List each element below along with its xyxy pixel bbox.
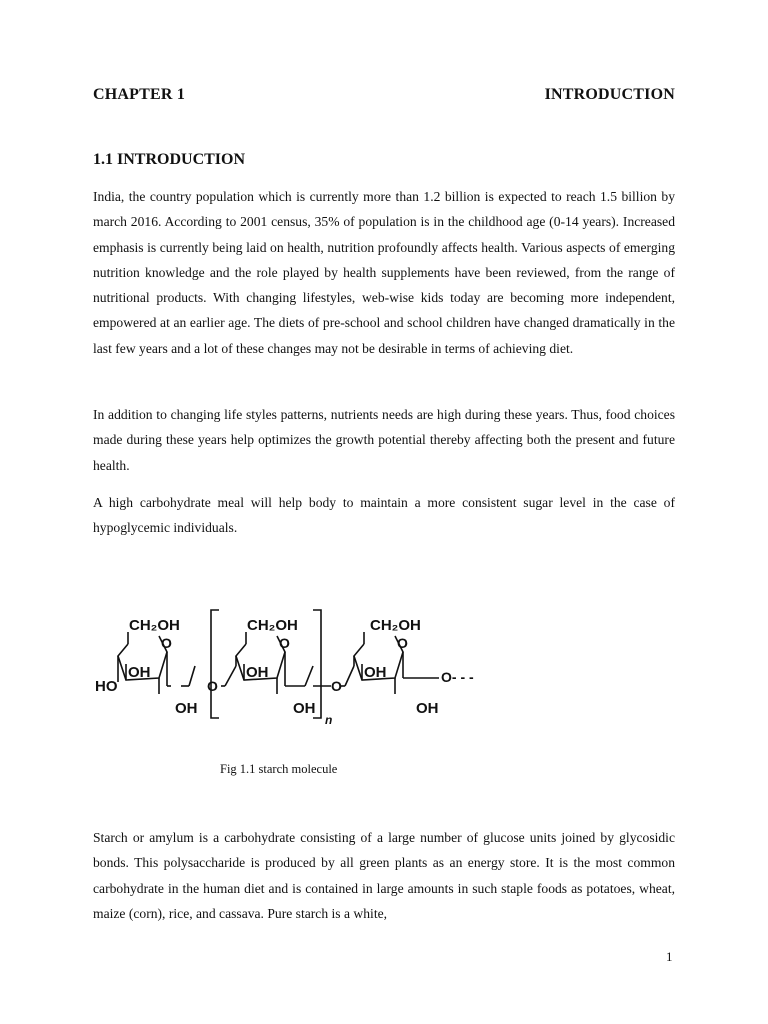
- oh-lower-2: OH: [293, 700, 316, 717]
- oh-lower-1: OH: [175, 700, 198, 717]
- chapter-label: CHAPTER 1: [93, 86, 186, 103]
- repeat-n-label: n: [325, 713, 333, 727]
- chapter-heading: [93, 86, 675, 104]
- starch-molecule-figure: [93, 600, 493, 728]
- ch2oh-label-3: CH₂OH: [370, 617, 421, 634]
- section-title: 1.1 INTRODUCTION: [93, 151, 246, 168]
- ring-oxygen-2: O: [279, 635, 290, 651]
- page-number: 1: [666, 949, 673, 964]
- chain-continuation-label: O- - -: [441, 669, 474, 685]
- oh-middle-1: OH: [128, 664, 151, 681]
- ring-oxygen-3: O: [397, 635, 408, 651]
- ch2oh-label-1: CH₂OH: [129, 617, 180, 634]
- paragraph-2: In addition to changing life styles patterns, nutrients needs are high during these years. Thus, food choices made during these years help optimizes the growth potential thereby affecting both the present and future health.: [93, 407, 675, 473]
- figure-caption: Fig 1.1 starch molecule: [220, 762, 338, 776]
- link-oxygen-2: O: [331, 678, 342, 694]
- ch2oh-label-2: CH₂OH: [247, 617, 298, 634]
- oh-lower-3: OH: [416, 700, 439, 717]
- ring-oxygen-1: O: [161, 635, 172, 651]
- oh-middle-2: OH: [246, 664, 269, 681]
- oh-middle-3: OH: [364, 664, 387, 681]
- paragraph-3: A high carbohydrate meal will help body to maintain a more consistent sugar level in the case of hypoglycemic individuals.: [93, 495, 675, 536]
- paragraph-4: Starch or amylum is a carbohydrate consisting of a large number of glucose units joined by glycosidic bonds. This polysaccharide is produced by all green plants as an energy store. It is the most common carbohydrate in the human diet and is contained in large amounts in such staple foods as potatoes, wheat, maize (corn), rice, and cassava. Pure starch is a white,: [93, 830, 675, 921]
- bracket-left: [211, 610, 219, 718]
- link-oxygen-1: O: [207, 678, 218, 694]
- paragraph-1: India, the country population which is currently more than 1.2 billion is expected to reach 1.5 billion by march 2016. According to 2001 census, 35% of population is in the childhood age (0-14 years). Increased emphasis is currently being laid on health, nutrition profoundly affects health. Various aspects of emerging nutrition knowledge and the role played by health supplements have been reviewed, from the range of nutritional products. With changing lifestyles, web-wise kids today are becoming more independent, empowered at an earlier age. The diets of pre-school and school children have changed dramatically in the last few years and a lot of these changes may not be desirable in terms of achieving diet.: [93, 189, 675, 356]
- ho-left-label: HO: [95, 678, 118, 695]
- starch-structure-diagram: [93, 600, 493, 728]
- chapter-title: INTRODUCTION: [544, 86, 675, 103]
